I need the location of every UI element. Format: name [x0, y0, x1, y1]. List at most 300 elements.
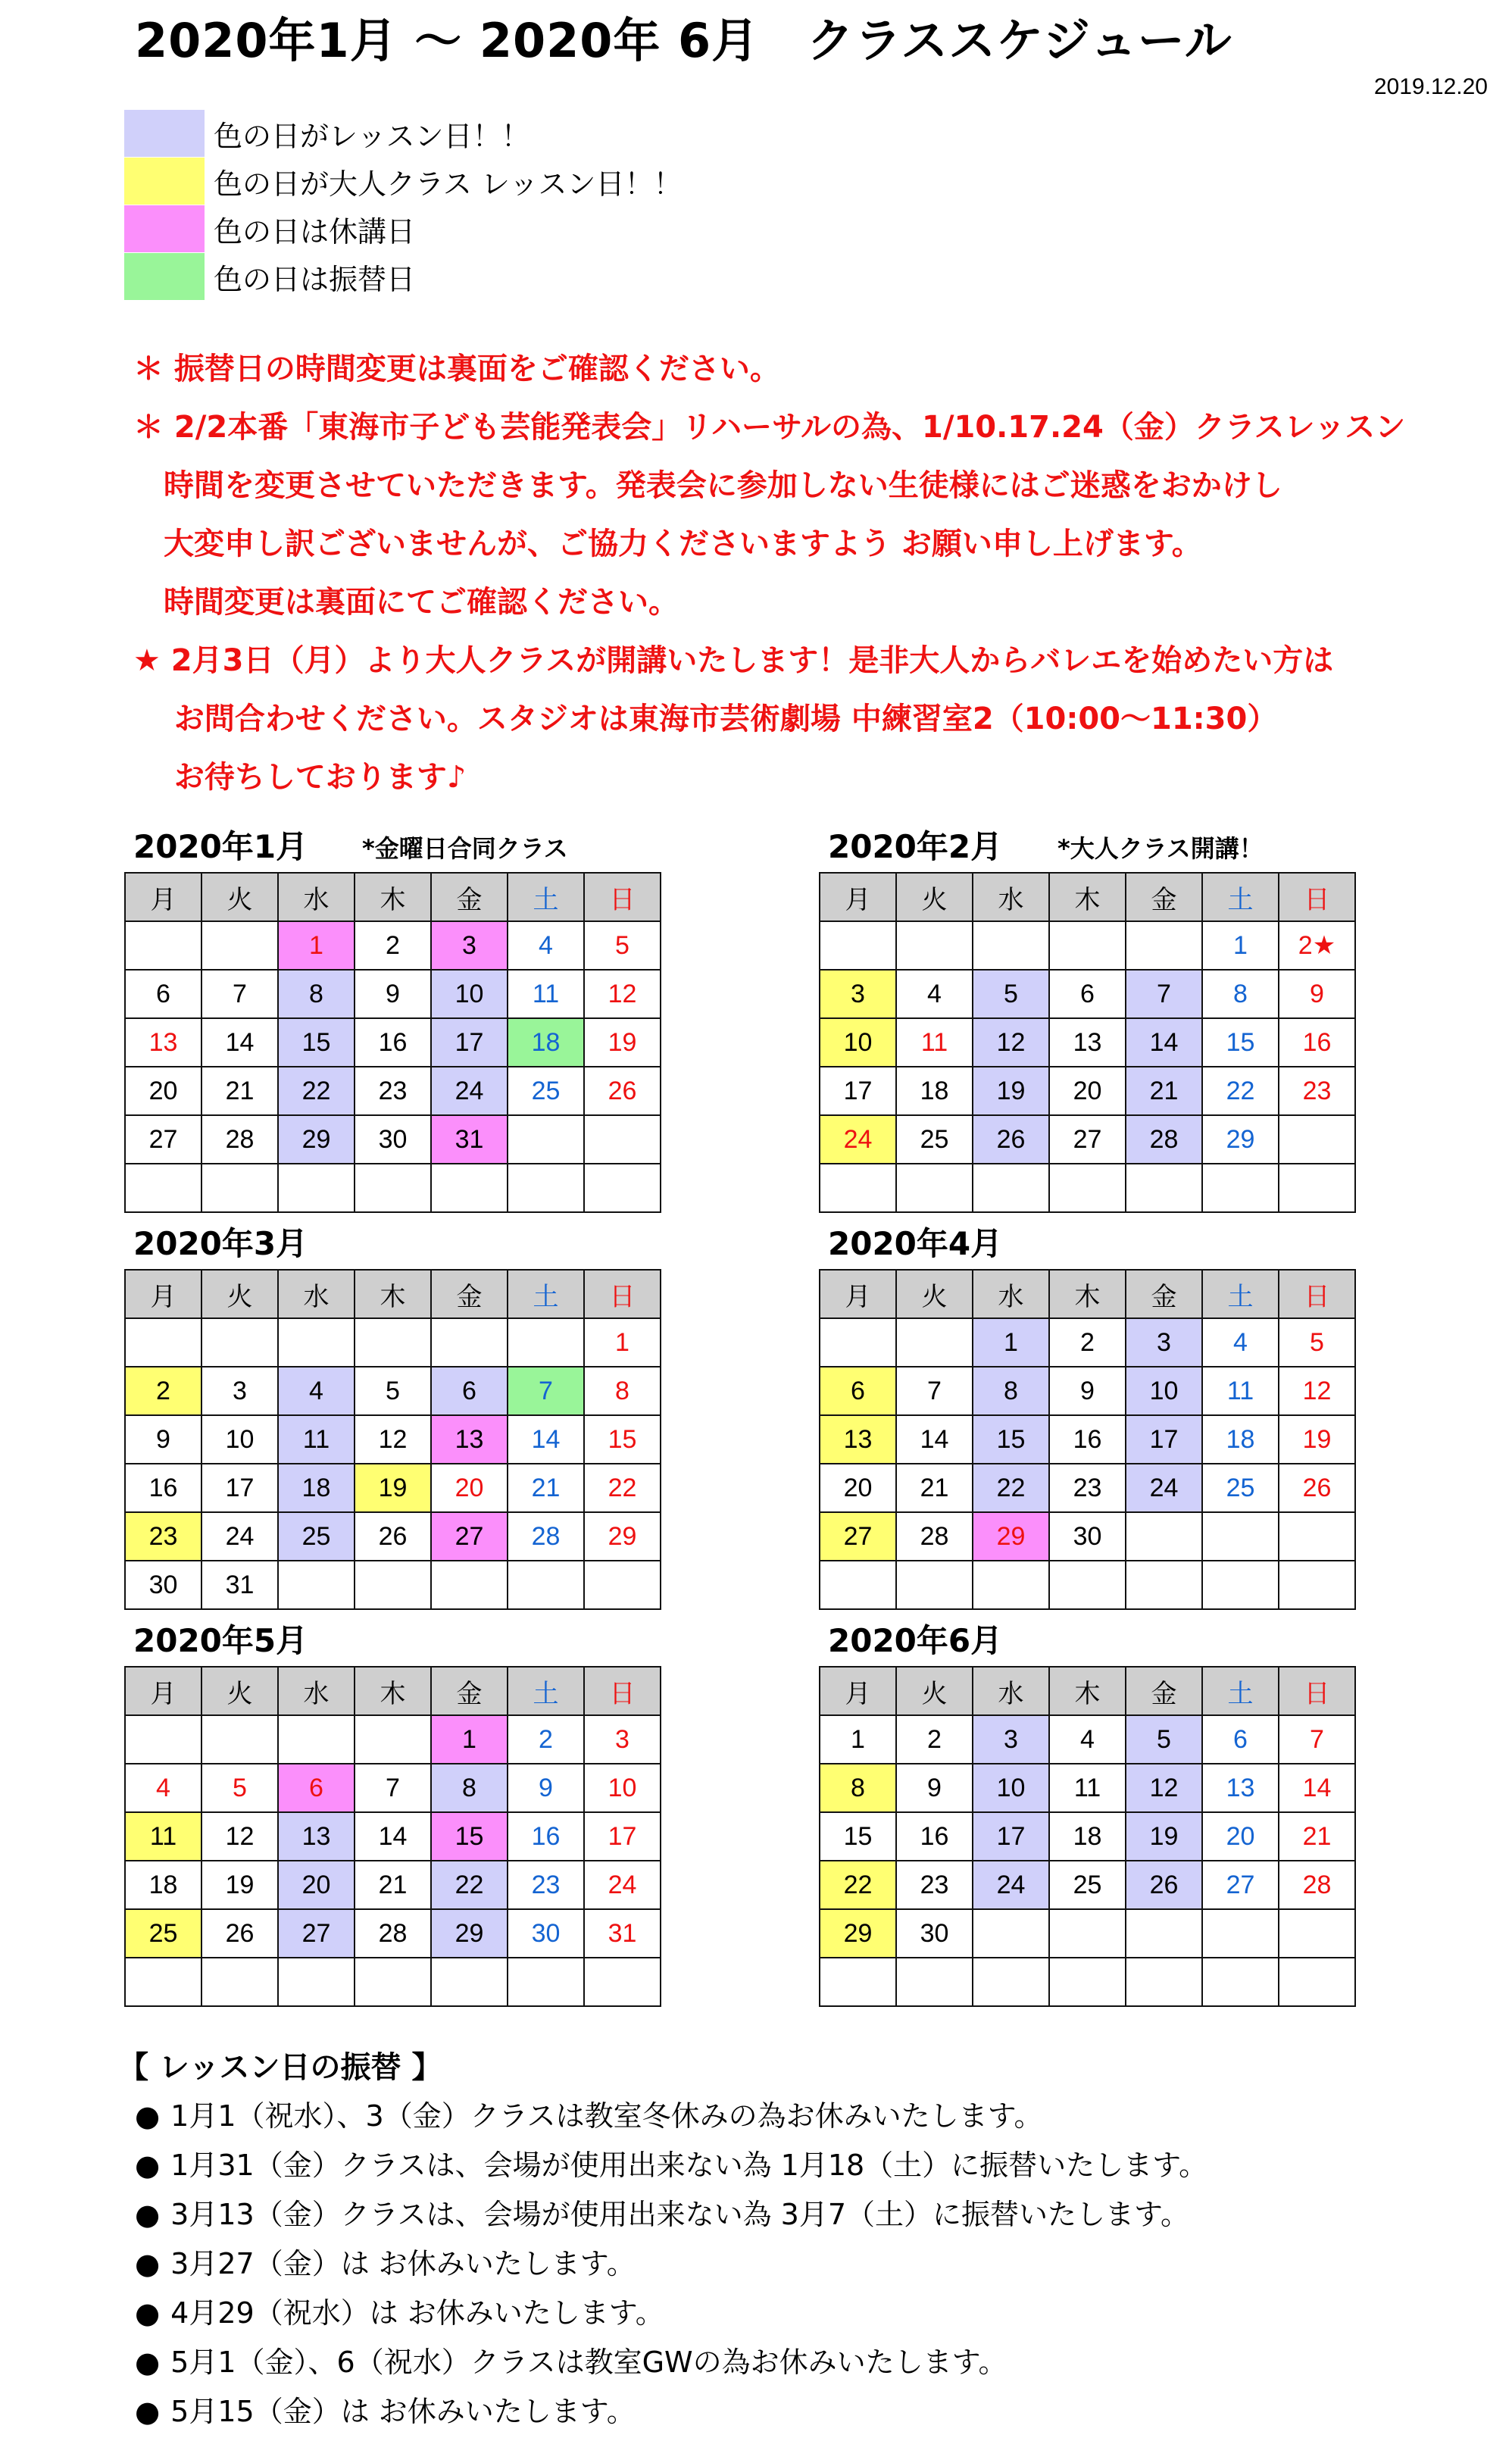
week-row: [820, 1812, 1355, 1861]
day-cell: 12: [973, 1018, 1049, 1067]
day-cell: 28: [508, 1512, 584, 1561]
day-cell: 11: [278, 1415, 355, 1464]
note-7: お問合わせください。スタジオは東海市芸術劇場 中練習室2（10:00～11:30）: [133, 702, 1278, 736]
day-cell: [278, 1958, 355, 2006]
note-1: ＊ 振替日の時間変更は裏面をご確認ください。: [133, 352, 780, 386]
day-cell: 5: [584, 921, 661, 970]
day-cell: 8: [431, 1764, 508, 1812]
reschedule-text: 1月31（金）クラスは、会場が使用出来ない為 1月18（土）に振替いたします。: [170, 2149, 1208, 2182]
day-cell: 27: [1049, 1115, 1126, 1164]
week-row: [820, 1909, 1355, 1958]
week-row: [125, 1958, 661, 2006]
week-row: [125, 1812, 661, 1861]
reschedule-item: [135, 2339, 1007, 2380]
reschedule-item: [135, 2290, 664, 2331]
day-cell: [1049, 1909, 1126, 1958]
day-cell: 20: [1049, 1067, 1126, 1115]
day-cell: [278, 1561, 355, 1609]
day-cell: [1049, 1958, 1126, 2006]
day-cell: 27: [1202, 1861, 1279, 1909]
day-cell: 22: [431, 1861, 508, 1909]
week-row: [125, 1464, 661, 1512]
day-cell: [508, 1561, 584, 1609]
weekday-header: 水: [973, 1667, 1049, 1715]
week-row: [125, 970, 661, 1018]
weekday-header: 水: [973, 1270, 1049, 1318]
day-cell: 16: [355, 1018, 431, 1067]
day-cell: [431, 1164, 508, 1212]
week-row: [820, 1561, 1355, 1609]
day-cell: [278, 1318, 355, 1367]
day-cell: [820, 1318, 896, 1367]
day-cell: [1279, 1512, 1355, 1561]
day-cell: 6: [820, 1367, 896, 1415]
day-cell: [820, 1958, 896, 2006]
day-cell: [1279, 1909, 1355, 1958]
day-cell: 26: [973, 1115, 1049, 1164]
day-cell: 9: [508, 1764, 584, 1812]
day-cell: 25: [896, 1115, 973, 1164]
day-cell: 16: [1049, 1415, 1126, 1464]
week-row: [125, 1367, 661, 1415]
day-cell: [278, 1715, 355, 1764]
day-cell: [508, 1318, 584, 1367]
day-cell: 4: [1049, 1715, 1126, 1764]
day-cell: 7: [1279, 1715, 1355, 1764]
day-cell: 30: [508, 1909, 584, 1958]
day-cell: 22: [973, 1464, 1049, 1512]
day-cell: [973, 1909, 1049, 1958]
week-row: [125, 1909, 661, 1958]
reschedule-item: [135, 2142, 1207, 2183]
weekday-header: 水: [278, 1667, 355, 1715]
day-cell: 31: [431, 1115, 508, 1164]
day-cell: 22: [584, 1464, 661, 1512]
day-cell: 28: [896, 1512, 973, 1561]
day-cell: [431, 1318, 508, 1367]
day-cell: 21: [896, 1464, 973, 1512]
week-row: [125, 1861, 661, 1909]
day-cell: [1202, 1958, 1279, 2006]
weekday-header: 木: [355, 1270, 431, 1318]
day-cell: 14: [896, 1415, 973, 1464]
legend-label-lesson: 色の日がレッスン日！！: [214, 119, 530, 153]
day-cell: 21: [1279, 1812, 1355, 1861]
day-cell: 18: [278, 1464, 355, 1512]
bullet-icon: ●: [135, 2395, 161, 2428]
weekday-header: 土: [508, 873, 584, 921]
legend-swatch-lesson: [124, 110, 205, 157]
day-cell: 22: [820, 1861, 896, 1909]
calendar-feb: [819, 872, 1356, 1213]
week-row: [820, 1115, 1355, 1164]
day-cell: 12: [201, 1812, 278, 1861]
day-cell: 10: [201, 1415, 278, 1464]
day-cell: 5: [355, 1367, 431, 1415]
day-cell: 3: [973, 1715, 1049, 1764]
day-cell: 10: [820, 1018, 896, 1067]
bullet-icon: ●: [135, 2099, 161, 2133]
legend-label-adult: 色の日が大人クラス レッスン日！！: [214, 167, 683, 201]
weekday-header: 木: [355, 1667, 431, 1715]
weekday-header: 日: [1279, 873, 1355, 921]
bullet-icon: ●: [135, 2198, 161, 2231]
day-cell: 12: [1126, 1764, 1202, 1812]
day-cell: 12: [584, 970, 661, 1018]
day-cell: 28: [201, 1115, 278, 1164]
day-cell: 19: [1126, 1812, 1202, 1861]
day-cell: 9: [355, 970, 431, 1018]
bullet-icon: ●: [135, 2149, 161, 2182]
week-row: [125, 1018, 661, 1067]
legend-swatch-substitute: [124, 253, 205, 300]
calendar-mar: [124, 1269, 661, 1610]
day-cell: 19: [584, 1018, 661, 1067]
day-cell: 10: [1126, 1367, 1202, 1415]
day-cell: 29: [973, 1512, 1049, 1561]
day-cell: 1: [820, 1715, 896, 1764]
note-8: お待ちしております♪: [133, 760, 467, 795]
day-cell: 5: [201, 1764, 278, 1812]
weekday-header-row: [820, 1270, 1355, 1318]
weekday-header: 金: [431, 1667, 508, 1715]
day-cell: 20: [820, 1464, 896, 1512]
legend-label-substitute: 色の日は振替日: [214, 262, 416, 296]
weekday-header: 日: [1279, 1667, 1355, 1715]
day-cell: [125, 1958, 201, 2006]
day-cell: 2: [125, 1367, 201, 1415]
weekday-header: 土: [508, 1667, 584, 1715]
note-6: ★ 2月3日（月）より大人クラスが開講いたします！是非大人からバレエを始めたい方は: [133, 643, 1334, 678]
day-cell: 2★: [1279, 921, 1355, 970]
day-cell: 3: [431, 921, 508, 970]
day-cell: 30: [1049, 1512, 1126, 1561]
day-cell: 12: [355, 1415, 431, 1464]
day-cell: 4: [278, 1367, 355, 1415]
reschedule-text: 4月29（祝水）は お休みいたします。: [170, 2296, 664, 2330]
week-row: [820, 1318, 1355, 1367]
weekday-header: 月: [125, 873, 201, 921]
weekday-header: 月: [125, 1270, 201, 1318]
day-cell: 25: [508, 1067, 584, 1115]
day-cell: 4: [1202, 1318, 1279, 1367]
day-cell: 9: [1049, 1367, 1126, 1415]
weekday-header: 月: [820, 873, 896, 921]
day-cell: 29: [1202, 1115, 1279, 1164]
day-cell: [1126, 1958, 1202, 2006]
day-cell: 25: [278, 1512, 355, 1561]
day-cell: [896, 1561, 973, 1609]
week-row: [820, 1164, 1355, 1212]
weekday-header: 火: [201, 1270, 278, 1318]
day-cell: [125, 1715, 201, 1764]
day-cell: 14: [201, 1018, 278, 1067]
day-cell: 13: [278, 1812, 355, 1861]
day-cell: 26: [584, 1067, 661, 1115]
week-row: [125, 1115, 661, 1164]
note-2: ＊ 2/2本番「東海市子ども芸能発表会」リハーサルの為、1/10.17.24（金）クラスレッスン: [133, 410, 1406, 445]
day-cell: 16: [1279, 1018, 1355, 1067]
day-cell: 27: [278, 1909, 355, 1958]
weekday-header: 日: [584, 873, 661, 921]
day-cell: 6: [125, 970, 201, 1018]
day-cell: 25: [1049, 1861, 1126, 1909]
day-cell: 21: [201, 1067, 278, 1115]
day-cell: 7: [508, 1367, 584, 1415]
day-cell: [201, 1958, 278, 2006]
day-cell: 16: [896, 1812, 973, 1861]
day-cell: 11: [1049, 1764, 1126, 1812]
weekday-header: 日: [584, 1270, 661, 1318]
day-cell: 23: [896, 1861, 973, 1909]
day-cell: 24: [820, 1115, 896, 1164]
day-cell: 11: [125, 1812, 201, 1861]
day-cell: 29: [584, 1512, 661, 1561]
reschedule-text: 1月1（祝水）、3（金）クラスは教室冬休みの為お休みいたします。: [170, 2099, 1043, 2133]
day-cell: 9: [896, 1764, 973, 1812]
day-cell: [355, 1715, 431, 1764]
weekday-header: 火: [201, 873, 278, 921]
weekday-header: 水: [278, 873, 355, 921]
day-cell: 3: [584, 1715, 661, 1764]
day-cell: 14: [1279, 1764, 1355, 1812]
day-cell: 15: [584, 1415, 661, 1464]
day-cell: [896, 1164, 973, 1212]
day-cell: [973, 1561, 1049, 1609]
weekday-header: 土: [1202, 1270, 1279, 1318]
reschedule-text: 3月13（金）クラスは、会場が使用出来ない為 3月7（土）に振替いたします。: [170, 2198, 1189, 2231]
day-cell: 11: [896, 1018, 973, 1067]
legend-holiday: [124, 205, 415, 252]
day-cell: [1279, 1958, 1355, 2006]
weekday-header: 金: [431, 873, 508, 921]
day-cell: 23: [1279, 1067, 1355, 1115]
weekday-header: 金: [1126, 873, 1202, 921]
day-cell: 6: [431, 1367, 508, 1415]
day-cell: 7: [896, 1367, 973, 1415]
week-row: [820, 921, 1355, 970]
calendar-may: [124, 1666, 661, 2007]
day-cell: [1202, 1512, 1279, 1561]
day-cell: 18: [508, 1018, 584, 1067]
legend-swatch-holiday: [124, 205, 205, 252]
day-cell: 14: [1126, 1018, 1202, 1067]
day-cell: 31: [201, 1561, 278, 1609]
day-cell: [431, 1561, 508, 1609]
day-cell: 19: [973, 1067, 1049, 1115]
day-cell: 7: [201, 970, 278, 1018]
bullet-icon: ●: [135, 2296, 161, 2330]
day-cell: 27: [125, 1115, 201, 1164]
week-row: [125, 1561, 661, 1609]
day-cell: [1126, 1512, 1202, 1561]
reschedule-item: [135, 2240, 636, 2282]
reschedule-item: [135, 2191, 1189, 2233]
week-row: [820, 1367, 1355, 1415]
day-cell: 17: [431, 1018, 508, 1067]
week-row: [125, 1715, 661, 1764]
day-cell: [125, 1164, 201, 1212]
day-cell: 2: [355, 921, 431, 970]
day-cell: 30: [355, 1115, 431, 1164]
note-5: 時間変更は裏面にてご確認ください。: [133, 585, 679, 620]
day-cell: [278, 1164, 355, 1212]
day-cell: 29: [431, 1909, 508, 1958]
weekday-header: 月: [820, 1270, 896, 1318]
day-cell: [508, 1958, 584, 2006]
day-cell: 24: [201, 1512, 278, 1561]
day-cell: [125, 921, 201, 970]
day-cell: 20: [431, 1464, 508, 1512]
week-row: [820, 1067, 1355, 1115]
reschedule-item: [135, 2388, 636, 2430]
day-cell: 1: [1202, 921, 1279, 970]
day-cell: [1049, 921, 1126, 970]
month-title-mar: 2020年3月: [133, 1225, 308, 1262]
day-cell: 15: [431, 1812, 508, 1861]
day-cell: [1279, 1115, 1355, 1164]
day-cell: 18: [125, 1861, 201, 1909]
day-cell: 4: [896, 970, 973, 1018]
day-cell: 17: [584, 1812, 661, 1861]
week-row: [820, 1861, 1355, 1909]
day-cell: [896, 1318, 973, 1367]
week-row: [820, 1464, 1355, 1512]
month-title-jan: 2020年1月: [133, 828, 308, 865]
day-cell: 6: [278, 1764, 355, 1812]
day-cell: 17: [820, 1067, 896, 1115]
day-cell: [1202, 1164, 1279, 1212]
day-cell: 6: [1202, 1715, 1279, 1764]
legend-lesson: [124, 110, 530, 157]
day-cell: 23: [355, 1067, 431, 1115]
day-cell: 20: [125, 1067, 201, 1115]
day-cell: [820, 1561, 896, 1609]
day-cell: 15: [820, 1812, 896, 1861]
day-cell: 16: [508, 1812, 584, 1861]
week-row: [820, 1715, 1355, 1764]
issue-date: 2019.12.20: [1373, 74, 1488, 99]
day-cell: 1: [431, 1715, 508, 1764]
bullet-icon: ●: [135, 2346, 161, 2379]
calendar-jan: [124, 872, 661, 1213]
day-cell: 7: [1126, 970, 1202, 1018]
day-cell: 1: [584, 1318, 661, 1367]
reschedule-title: 【 レッスン日の振替 】: [118, 2050, 442, 2085]
day-cell: 13: [1049, 1018, 1126, 1067]
day-cell: 29: [278, 1115, 355, 1164]
week-row: [125, 1067, 661, 1115]
day-cell: 31: [584, 1909, 661, 1958]
weekday-header: 金: [1126, 1667, 1202, 1715]
week-row: [820, 1764, 1355, 1812]
day-cell: [1126, 1909, 1202, 1958]
day-cell: 21: [355, 1861, 431, 1909]
calendar-jun: [819, 1666, 1356, 2007]
weekday-header-row: [820, 873, 1355, 921]
day-cell: [201, 921, 278, 970]
day-cell: 23: [508, 1861, 584, 1909]
day-cell: 15: [278, 1018, 355, 1067]
day-cell: 14: [355, 1812, 431, 1861]
note-4: 大変申し訳ございませんが、ご協力くださいますよう お願い申し上げます。: [133, 527, 1202, 561]
weekday-header: 火: [201, 1667, 278, 1715]
day-cell: [896, 1958, 973, 2006]
day-cell: [973, 1164, 1049, 1212]
day-cell: 8: [278, 970, 355, 1018]
day-cell: 19: [1279, 1415, 1355, 1464]
day-cell: 17: [201, 1464, 278, 1512]
day-cell: 18: [896, 1067, 973, 1115]
day-cell: [201, 1164, 278, 1212]
day-cell: [355, 1561, 431, 1609]
page-title: 2020年1月 ～ 2020年 6月 クラススケジュール: [135, 13, 1232, 68]
day-cell: 8: [973, 1367, 1049, 1415]
week-row: [125, 1164, 661, 1212]
day-cell: 28: [1126, 1115, 1202, 1164]
week-row: [820, 1018, 1355, 1067]
day-cell: 9: [125, 1415, 201, 1464]
day-cell: 28: [355, 1909, 431, 1958]
day-cell: 18: [1049, 1812, 1126, 1861]
day-cell: 14: [508, 1415, 584, 1464]
weekday-header: 木: [1049, 1667, 1126, 1715]
legend-label-holiday: 色の日は休講日: [214, 214, 416, 248]
weekday-header-row: [125, 873, 661, 921]
day-cell: 25: [125, 1909, 201, 1958]
week-row: [820, 970, 1355, 1018]
day-cell: 3: [820, 970, 896, 1018]
day-cell: [1126, 921, 1202, 970]
day-cell: 9: [1279, 970, 1355, 1018]
month-note-jan: *金曜日合同クラス: [362, 834, 568, 863]
day-cell: 24: [1126, 1464, 1202, 1512]
day-cell: [820, 921, 896, 970]
day-cell: [431, 1958, 508, 2006]
month-title-jun: 2020年6月: [828, 1622, 1003, 1659]
day-cell: [1049, 1164, 1126, 1212]
day-cell: [1279, 1561, 1355, 1609]
reschedule-text: 5月15（金）は お休みいたします。: [170, 2395, 636, 2428]
day-cell: 23: [1049, 1464, 1126, 1512]
weekday-header-row: [125, 1667, 661, 1715]
day-cell: 26: [355, 1512, 431, 1561]
day-cell: 24: [973, 1861, 1049, 1909]
weekday-header: 日: [584, 1667, 661, 1715]
day-cell: 1: [278, 921, 355, 970]
day-cell: [584, 1561, 661, 1609]
day-cell: [355, 1318, 431, 1367]
day-cell: 7: [355, 1764, 431, 1812]
weekday-header: 水: [973, 873, 1049, 921]
day-cell: 19: [201, 1861, 278, 1909]
day-cell: 13: [820, 1415, 896, 1464]
week-row: [125, 1415, 661, 1464]
reschedule-text: 3月27（金）は お休みいたします。: [170, 2247, 636, 2280]
weekday-header-row: [820, 1667, 1355, 1715]
day-cell: 21: [1126, 1067, 1202, 1115]
day-cell: 17: [1126, 1415, 1202, 1464]
day-cell: 13: [431, 1415, 508, 1464]
day-cell: 29: [820, 1909, 896, 1958]
week-row: [125, 1512, 661, 1561]
weekday-header-row: [125, 1270, 661, 1318]
weekday-header: 月: [125, 1667, 201, 1715]
day-cell: 13: [1202, 1764, 1279, 1812]
day-cell: 5: [1126, 1715, 1202, 1764]
day-cell: 18: [1202, 1415, 1279, 1464]
week-row: [125, 1764, 661, 1812]
